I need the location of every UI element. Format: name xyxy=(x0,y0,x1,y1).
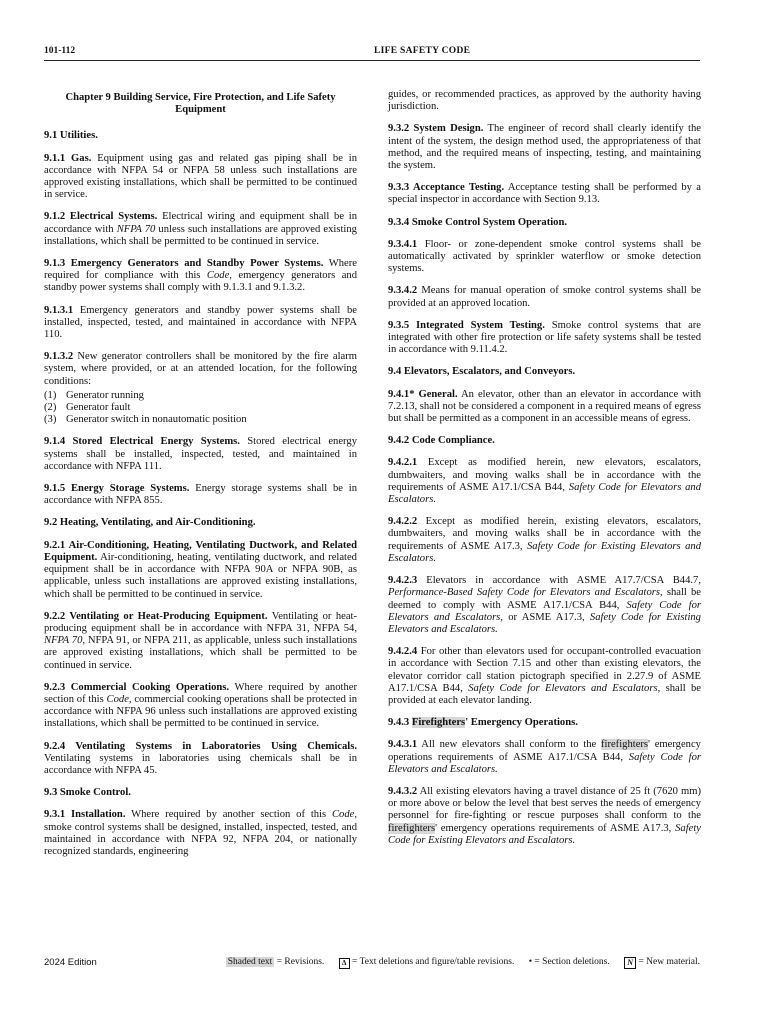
para-text: Acceptance testing shall be performed by a special inspector in accordance with Section 9.13. xyxy=(388,182,701,206)
edition-label: 2024 Edition xyxy=(44,957,97,968)
italic-ref: Safety Code for Existing Elevators and Escalators. xyxy=(388,611,701,635)
para-number: 9.3.5 Integrated System Testing. xyxy=(388,319,545,331)
delta-icon: Δ xyxy=(339,958,350,969)
para-number: 9.1.1 Gas. xyxy=(44,152,92,164)
italic-ref: Performance-Based Safety Code for Elevators and Escalators, xyxy=(388,587,663,599)
para-number: 9.4.2.2 xyxy=(388,516,418,528)
para-text: Ventilating or heat-producing equipment shall be in accordance with NFPA 31, NFPA 54, xyxy=(44,610,357,634)
para-9-4-2-3 xyxy=(388,575,701,636)
para-text: unless such installations are approved existing installations, which shall be permitted to be continued in service. xyxy=(44,223,357,247)
para-text: NFPA 91, or NFPA 211, as applicable, unless such installations are approved existing installations, which shall be permitted to be continued in service. xyxy=(44,635,357,671)
revision-highlight: Firefighters xyxy=(411,717,466,729)
section-9-4-3-heading xyxy=(388,717,701,729)
para-number: 9.1.2 Electrical Systems. xyxy=(44,211,158,223)
italic-ref: Safety Code for Existing Elevators and Escalators. xyxy=(388,822,701,846)
para-number: 9.2.4 Ventilating Systems in Laboratories Using Chemicals. xyxy=(44,740,357,752)
para-9-4-3-1 xyxy=(388,739,701,776)
para-number: 9.4.3.2 xyxy=(388,785,418,797)
para-9-3-3 xyxy=(388,182,701,206)
section-9-3-4-heading: 9.3.4 Smoke Control System Operation. xyxy=(388,216,568,228)
section-9-3-heading: 9.3 Smoke Control. xyxy=(44,787,131,799)
para-text: Smoke control systems that are integrated with other fire protection or life safety systems shall be tested in accordance with 9.11.4.2. xyxy=(388,319,701,356)
para-text: guides, or recommended practices, as approved by the authority having jurisdiction. xyxy=(388,89,701,113)
para-text: smoke control systems shall be designed, installed, inspected, tested, and maintained in accordance with NFPA 92, NFPA 204, or nationally recognized standards, engineering xyxy=(44,821,357,857)
para-text: Except as modified herein, existing elevators, escalators, dumbwaiters, and moving walks shall be in accordance with the requirements of ASME A17.3, xyxy=(388,516,701,552)
page-number: 101-112 xyxy=(44,46,76,56)
italic-ref: Safety Code for Existing Elevators and Escalators. xyxy=(388,540,701,564)
para-9-1-2 xyxy=(44,211,357,248)
para-9-4-2-2 xyxy=(388,516,701,565)
para-number: 9.2.3 Commercial Cooking Operations. xyxy=(44,681,230,693)
para-text: All new elevators shall conform to the xyxy=(421,739,597,751)
para-9-3-2 xyxy=(388,123,701,172)
italic-ref: Code, xyxy=(331,809,357,821)
para-text: Emergency generators and standby power systems shall be installed, inspected, tested, and maintained in accordance with NFPA 110. xyxy=(44,304,358,341)
italic-ref: Safety Code for Elevators and Escalators. xyxy=(388,751,702,775)
list-item xyxy=(44,414,357,426)
para-9-1-3 xyxy=(44,258,357,295)
italic-ref: Safety Code for Elevators and Escalators. xyxy=(388,481,701,506)
revision-highlight: firefighters xyxy=(600,739,649,751)
para-text: Means for manual operation of smoke control systems shall be provided at an approved location. xyxy=(388,285,701,309)
para-number: 9.1.3.2 xyxy=(44,351,74,363)
para-text: commercial cooking operations shall be protected in accordance with NFPA 96 unless such installations are approved existing installations, which shall be permitted to be continued in service. xyxy=(44,693,358,730)
para-text: ' emergency operations requirements of ASME A17.3, xyxy=(435,822,672,834)
para-9-1-1 xyxy=(44,153,357,202)
para-text: shall be provided at each elevator landing. xyxy=(388,682,702,706)
shaded-text-sample: Shaded text xyxy=(227,957,273,967)
para-9-2-2 xyxy=(44,611,357,672)
list-number: (2) xyxy=(44,402,57,414)
left-column xyxy=(44,89,357,868)
para-9-4-1 xyxy=(388,389,701,426)
section-9-2-heading: 9.2 Heating, Ventilating, and Air-Conditioning. xyxy=(44,517,256,529)
page-header xyxy=(44,44,700,61)
para-text: For other than elevators used for occupant-controlled evacuation in accordance with Section 7.15 and other than existing elevators, the elevator corridor call station pictograph specified in 2.27.9 of ASME A17.1/CSA B44, xyxy=(388,646,701,694)
para-number: 9.4.2.4 xyxy=(388,646,418,658)
para-9-3-1 xyxy=(44,809,357,858)
para-9-4-2-4 xyxy=(388,646,701,707)
para-9-1-4 xyxy=(44,436,357,473)
italic-ref: NFPA 70, xyxy=(44,635,86,647)
legend-text: = New material. xyxy=(638,957,700,967)
para-text: ' emergency operations requirements of ASME A17.1/CSA B44, xyxy=(388,739,701,763)
para-9-2-4 xyxy=(44,741,357,778)
para-continued xyxy=(388,89,701,113)
para-number: 9.4.2.3 xyxy=(388,575,418,587)
para-number: 9.2.2 Ventilating or Heat-Producing Equipment. xyxy=(44,610,268,622)
para-text: Elevators in accordance with ASME A17.7/CSA B44.7, xyxy=(426,575,701,587)
para-text: Except as modified herein, new elevators, escalators, dumbwaiters, and moving walks shall be in accordance with the requirements of ASME A17.1/CSA B44, xyxy=(388,457,701,493)
section-9-4-heading: 9.4 Elevators, Escalators, and Conveyors. xyxy=(388,366,576,378)
italic-ref: Code, xyxy=(206,270,232,282)
section-9-1-heading: 9.1 Utilities. xyxy=(44,130,98,142)
para-9-1-3-1 xyxy=(44,305,357,342)
para-number: 9.4.3.1 xyxy=(388,739,418,751)
para-text: Where required for compliance with this xyxy=(44,258,357,282)
para-text: Stored electrical energy systems shall be installed, inspected, tested, and maintained in accordance with NFPA 111. xyxy=(44,436,357,472)
para-number: 9.1.3.1 xyxy=(44,304,74,316)
list-item xyxy=(44,390,357,402)
italic-ref: NFPA 70 xyxy=(116,223,156,235)
italic-ref: Safety Code for Elevators and Escalators, xyxy=(468,682,661,694)
section-9-4-2-heading: 9.4.2 Code Compliance. xyxy=(388,435,495,447)
para-9-2-3 xyxy=(44,682,357,731)
running-title: LIFE SAFETY CODE xyxy=(374,46,471,56)
para-number: 9.3.1 Installation. xyxy=(44,809,126,821)
para-text: or ASME A17.3, xyxy=(508,611,585,623)
conditions-list xyxy=(44,390,357,427)
para-text: The engineer of record shall clearly identify the intent of the system, the design method used, the appropriateness of that method, and the required means of inspecting, testing, and maintaining the system. xyxy=(388,123,701,172)
para-text: Ventilating systems in laboratories using chemicals shall be in accordance with NFPA 45. xyxy=(44,752,357,776)
para-text: Air-conditioning, heating, ventilating ductwork, and related equipment shall be in accordance with NFPA 90A or NFPA 90B, as applicable, unless such installations are approved existing installations, which shall be permitted to be continued in service. xyxy=(44,551,357,600)
para-number: 9.3.2 System Design. xyxy=(388,123,484,135)
list-text: Generator fault xyxy=(66,402,131,414)
para-text: Where required by another section of this xyxy=(131,809,327,821)
para-9-4-3-2 xyxy=(388,786,701,847)
para-text: shall be deemed to comply with ASME A17.1/CSA B44, xyxy=(388,587,701,611)
para-9-3-4-1 xyxy=(388,239,701,276)
para-text: Equipment using gas and related gas piping shall be in accordance with NFPA 54 or NFPA 58 unless such installations are approved existing installations, which shall be permitted to be continued in service. xyxy=(44,152,357,201)
legend-text: = Section deletions. xyxy=(534,957,610,967)
list-number: (1) xyxy=(44,389,57,401)
heading-number: 9.4.3 xyxy=(388,717,410,729)
para-9-1-5 xyxy=(44,483,357,507)
new-material-icon: N xyxy=(624,957,636,969)
revision-highlight: firefighters xyxy=(388,822,436,834)
para-text: emergency generators and standby power systems shall comply with 9.1.3.1 and 9.1.3.2. xyxy=(44,270,357,294)
italic-ref: Code, xyxy=(106,693,132,705)
list-text: Generator running xyxy=(66,389,144,401)
list-text: Generator switch in nonautomatic position xyxy=(66,414,247,426)
para-text: Energy storage systems shall be in accordance with NFPA 855. xyxy=(44,483,358,507)
para-9-4-2-1 xyxy=(388,457,701,506)
right-column xyxy=(388,89,701,857)
para-number: 9.1.4 Stored Electrical Energy Systems. xyxy=(44,436,240,448)
italic-ref: Safety Code for Elevators and Escalators, xyxy=(388,599,701,623)
para-number: 9.1.5 Energy Storage Systems. xyxy=(44,483,190,495)
heading-text: ' Emergency Operations. xyxy=(465,717,578,729)
legend-text: = Text deletions and figure/table revisions. xyxy=(352,957,515,967)
list-item xyxy=(44,402,357,414)
para-text: Where required by another section of this xyxy=(44,681,357,705)
revision-legend xyxy=(226,957,700,969)
para-number: 9.4.1* General. xyxy=(388,388,458,400)
chapter-title: Chapter 9 Building Service, Fire Protection, and Life Safety Equipment xyxy=(65,92,336,116)
para-number: 9.3.3 Acceptance Testing. xyxy=(388,182,505,194)
para-text: An elevator, other than an elevator in accordance with 7.2.13, shall not be considered a component in a required means of egress but shall be permitted as a component in an accessible means of egress. xyxy=(388,388,701,425)
para-9-2-1 xyxy=(44,540,357,601)
para-number: 9.4.2.1 xyxy=(388,457,418,469)
para-number: 9.2.1 Air-Conditioning, Heating, Ventilating Ductwork, and Related Equipment. xyxy=(44,539,357,563)
para-9-1-3-2 xyxy=(44,351,357,388)
para-text: All existing elevators having a travel distance of 25 ft (7620 mm) or more above or below the level that best serves the needs of emergency personnel for fire-fighting or rescue purposes shall conform to the xyxy=(388,785,701,822)
legend-text: = Revisions. xyxy=(276,957,325,967)
para-9-3-4-2 xyxy=(388,285,701,309)
para-number: 9.3.4.2 xyxy=(388,285,418,297)
para-text: Electrical wiring and equipment shall be in accordance with xyxy=(44,211,357,235)
para-9-3-5 xyxy=(388,320,701,357)
para-text: Floor- or zone-dependent smoke control systems shall be automatically activated by sprinkler waterflow or smoke detection systems. xyxy=(388,238,701,275)
para-number: 9.3.4.1 xyxy=(388,238,418,250)
para-text: New generator controllers shall be monitored by the fire alarm system, where provided, or at an attended location, for the following conditions: xyxy=(44,351,357,387)
bullet-icon: • xyxy=(528,957,533,967)
para-number: 9.1.3 Emergency Generators and Standby Power Systems. xyxy=(44,258,324,270)
list-number: (3) xyxy=(44,414,57,426)
